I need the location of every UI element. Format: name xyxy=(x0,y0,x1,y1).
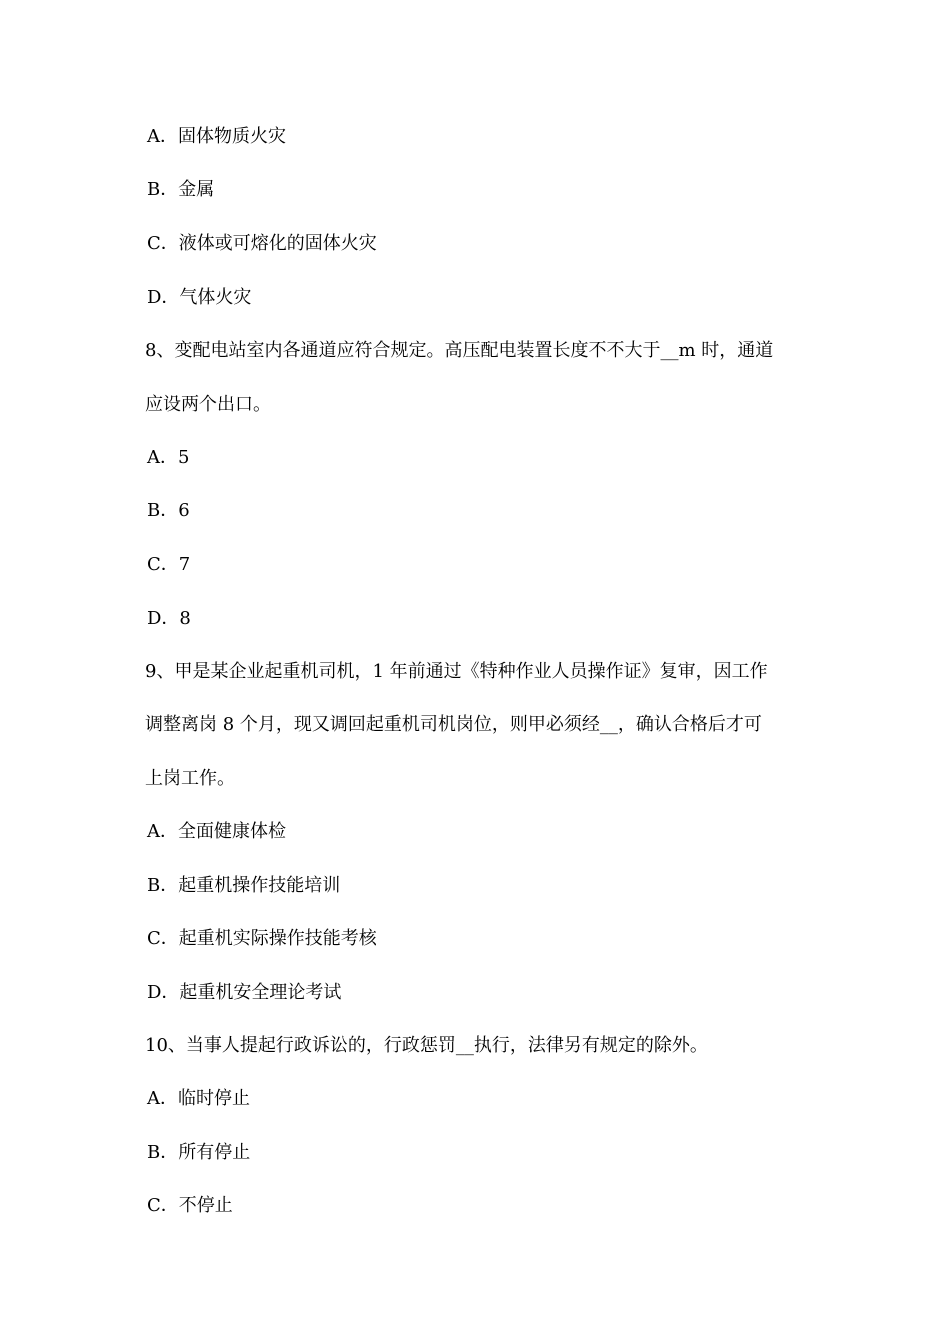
q9-option-a: A．全面健康体检 xyxy=(147,821,286,842)
q7-option-c: C．液体或可熔化的固体火灾 xyxy=(147,233,377,254)
q9-option-d: D．起重机安全理论考试 xyxy=(147,982,342,1003)
q9-stem-line-3: 上岗工作。 xyxy=(145,768,235,789)
q10-option-a: A．临时停止 xyxy=(147,1088,250,1109)
q8-option-c: C．7 xyxy=(147,554,191,575)
q7-option-a: A．固体物质火灾 xyxy=(147,126,286,147)
q9-option-c: C．起重机实际操作技能考核 xyxy=(147,928,377,949)
q7-option-d: D．气体火灾 xyxy=(147,287,252,308)
q8-option-b: B．6 xyxy=(147,500,190,521)
q7-option-b: B．金属 xyxy=(147,179,215,200)
q8-stem-line-2: 应设两个出口。 xyxy=(145,394,271,415)
q9-option-b: B．起重机操作技能培训 xyxy=(147,875,341,896)
q10-stem-line-1: 10、当事人提起行政诉讼的，行政惩罚__执行，法律另有规定的除外。 xyxy=(145,1035,708,1056)
q10-option-b: B．所有停止 xyxy=(147,1142,251,1163)
q8-option-d: D．8 xyxy=(147,608,191,629)
q10-option-c: C．不停止 xyxy=(147,1195,233,1216)
q9-stem-line-1: 9、甲是某企业起重机司机，1 年前通过《特种作业人员操作证》复审，因工作 xyxy=(145,661,768,682)
q8-stem-line-1: 8、变配电站室内各通道应符合规定。高压配电装置长度不不大于__m 时，通道 xyxy=(145,340,774,361)
q9-stem-line-2: 调整离岗 8 个月，现又调回起重机司机岗位，则甲必须经__，确认合格后才可 xyxy=(145,714,762,735)
q8-option-a: A．5 xyxy=(147,447,190,468)
